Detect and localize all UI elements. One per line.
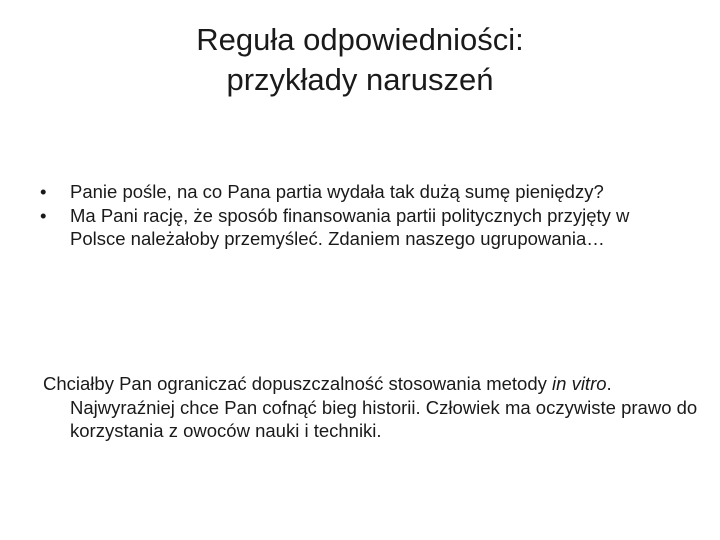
slide-title-line-1: Reguła odpowiedniości: [196,22,524,57]
paragraph-italic-term: in vitro [552,373,607,394]
slide-title [36,20,684,100]
bullet-item [40,204,670,251]
slide-title-line-2: przykłady naruszeń [226,62,494,97]
bullet-item [40,180,670,204]
bullet-dot-icon: • [40,204,47,226]
example-paragraph [43,372,700,443]
paragraph-text-part-2: . Najwyraźniej chce Pan cofnąć bieg historii. Człowiek ma oczywiste prawo do korzystania z owoców nauki i techniki. [70,373,698,441]
bullet-text: Ma Pani rację, że sposób finansowania partii politycznych przyjęty w Polsce należałoby przemyśleć. Zdaniem naszego ugrupowania… [70,204,630,249]
bullet-text: Panie pośle, na co Pana partia wydała tak dużą sumę pieniędzy? [70,181,604,202]
bullet-dot-icon: • [40,181,47,202]
paragraph-text-part-1: Chciałby Pan ograniczać dopuszczalność stosowania metody [43,373,553,394]
bullet-list [40,180,670,251]
